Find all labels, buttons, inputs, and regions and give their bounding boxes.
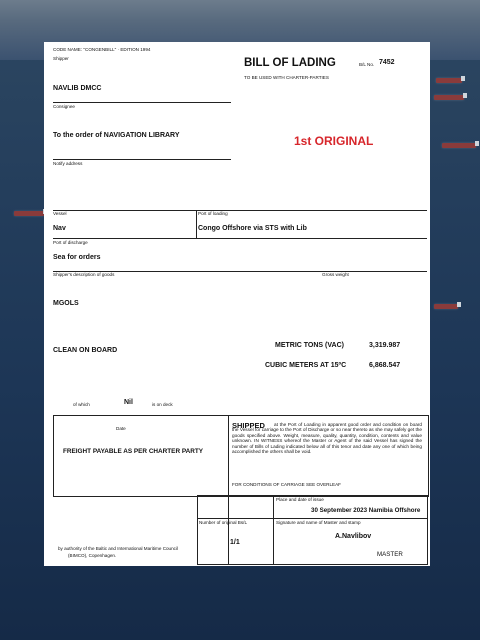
original-stamp: 1st ORIGINAL xyxy=(294,134,374,148)
code-name: CODE NAME: "CONGENBILL" · EDITION 1994 xyxy=(53,47,151,52)
background-ship xyxy=(14,211,44,216)
date-label: Date xyxy=(116,426,126,431)
goods-label: Shipper's description of goods xyxy=(53,272,115,277)
vessel-value: Nav xyxy=(53,225,66,232)
place-date-value: 30 September 2023 Namibia Offshore xyxy=(311,507,421,514)
goods-condition: CLEAN ON BOARD xyxy=(53,347,118,354)
notify-label: Notify address xyxy=(53,161,83,166)
shipper-value: NAVLIB DMCC xyxy=(53,85,102,92)
port-loading-label: Port of loading xyxy=(198,211,228,216)
of-which-label: of which xyxy=(73,402,90,407)
goods-description: MGOLS xyxy=(53,300,79,307)
cubic-meters-value: 6,868.547 xyxy=(369,362,401,369)
bl-no: 7452 xyxy=(379,59,395,66)
metric-tons-value: 3,319.987 xyxy=(369,342,401,349)
document-subtitle: TO BE USED WITH CHARTER-PARTIES xyxy=(244,75,329,80)
vessel-label: Vessel xyxy=(53,211,67,216)
document-title: BILL OF LADING xyxy=(244,57,336,69)
background-ship xyxy=(442,143,476,148)
shipper-label: Shipper xyxy=(53,56,69,61)
metric-tons-label: METRIC TONS (VAC) xyxy=(275,342,344,349)
gross-weight-label: Gross weight xyxy=(322,272,349,277)
background-ship xyxy=(436,78,462,83)
footer-authority: by authority of the Baltic and International Maritime Council xyxy=(58,546,179,551)
consignee-value: To the order of NAVIGATION LIBRARY xyxy=(53,132,180,139)
bill-of-lading-document xyxy=(44,42,430,566)
on-deck-label: is on deck xyxy=(152,402,173,407)
shipped-text: at the Port of Loading in apparent good order and condition on board the Vessel for carriage to the Port of Discharge or so near thereto as she may safely get the goods specified above. Weight, measure, quality, quantity, condition, contents and value unknown. IN WITNESS whereof the Master or Agent of the said Vessel has signed the number of Bills of Lading indicated below all of this tenor and date any one of which being accomplished the others shall be void. xyxy=(232,422,422,455)
num-originals-label: Number of original Bs/L xyxy=(199,520,248,525)
freight-payable: FREIGHT PAYABLE AS PER CHARTER PARTY xyxy=(63,448,204,455)
num-originals-value: 1/1 xyxy=(230,539,240,546)
signature-label: Signature and name of Master and stamp xyxy=(276,520,361,525)
port-discharge-label: Port of discharge xyxy=(53,240,88,245)
port-discharge-value: Sea for orders xyxy=(53,254,101,261)
background-ship xyxy=(434,95,464,100)
footer-authority-2: (BIMCO), Copenhagen. xyxy=(68,553,117,558)
consignee-label: Consignee xyxy=(53,104,75,109)
background-ship xyxy=(434,304,458,309)
on-deck-value: Nil xyxy=(124,399,133,406)
port-loading-value: Congo Offshore via STS with Lib xyxy=(198,225,307,232)
signature-value: A.Navlibov xyxy=(335,533,372,540)
conditions-note: FOR CONDITIONS OF CARRIAGE SEE OVERLEAF xyxy=(232,482,341,487)
cubic-meters-label: CUBIC METERS AT 15ºC xyxy=(265,362,347,369)
bl-no-label: B/L No. xyxy=(359,62,375,67)
master-label: MASTER xyxy=(377,551,403,558)
shipped-heading: SHIPPED xyxy=(232,421,265,430)
place-date-label: Place and date of issue xyxy=(276,497,324,502)
